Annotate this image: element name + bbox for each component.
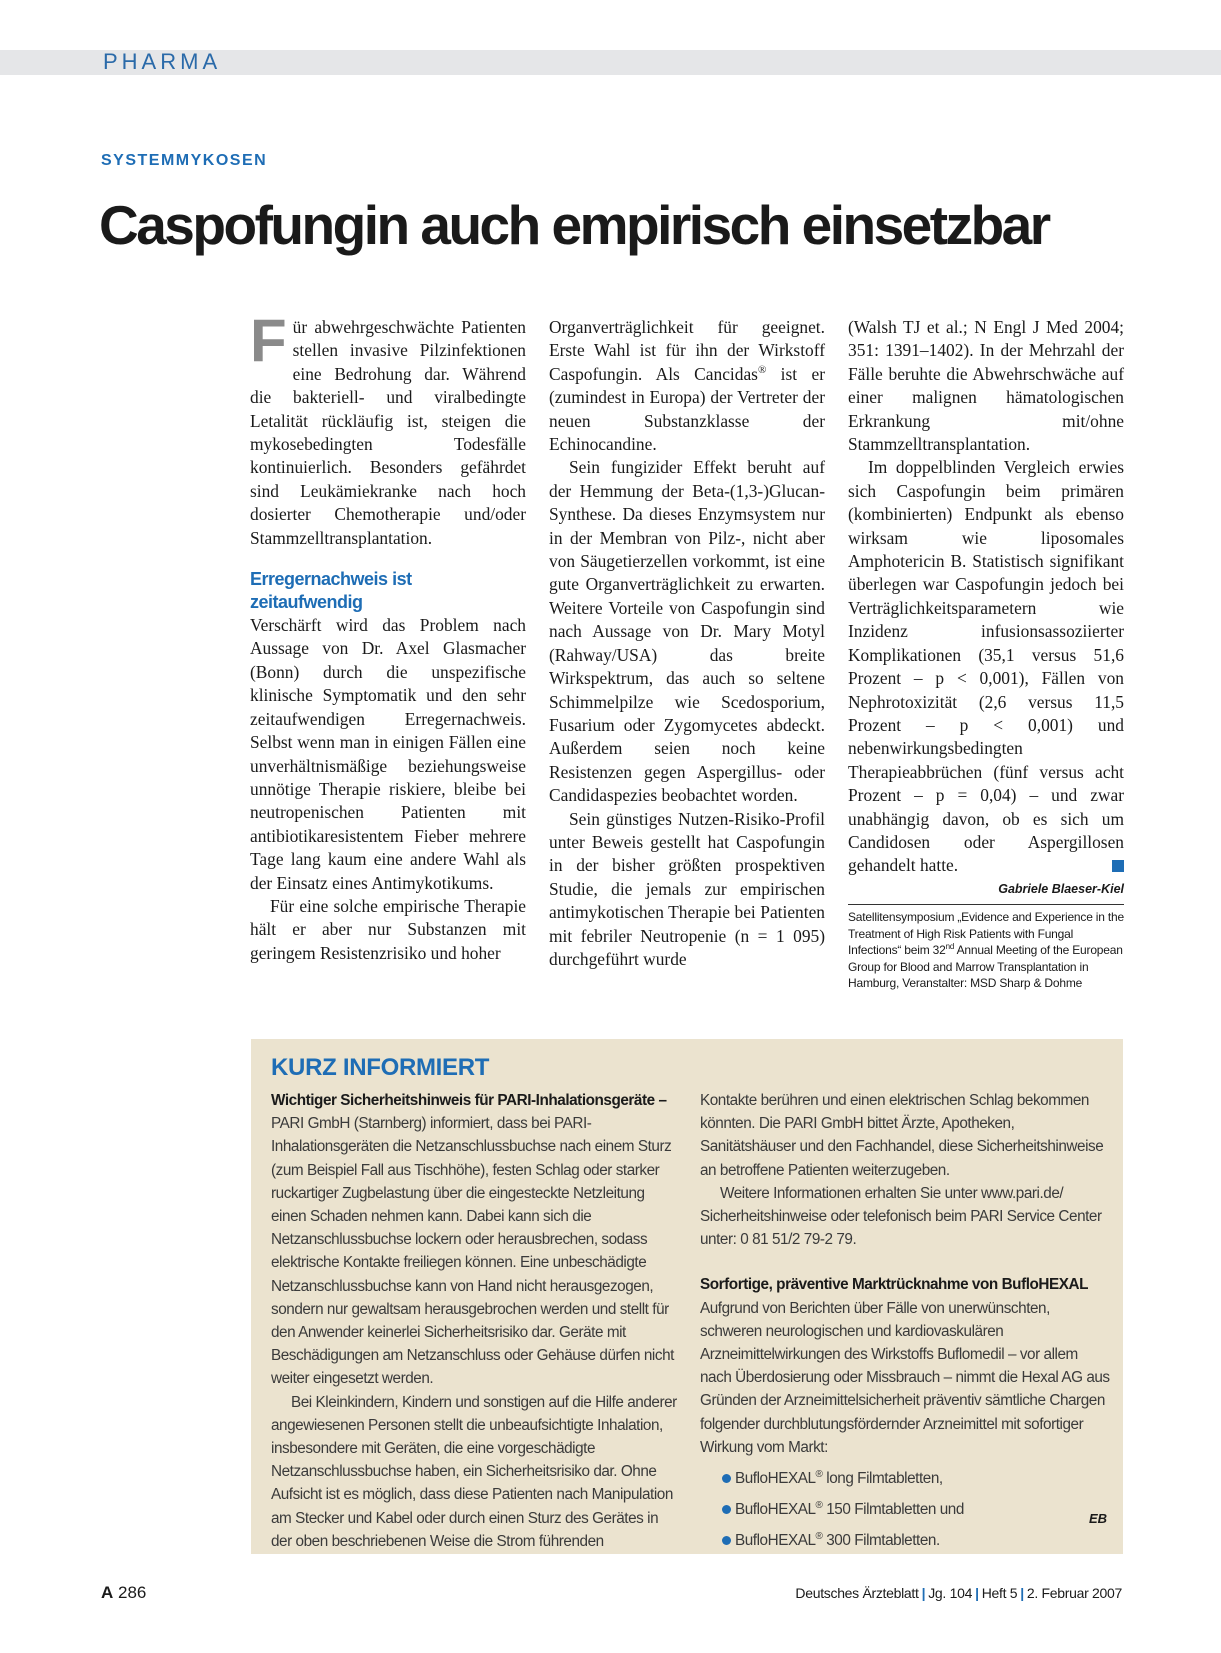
- article-column-2: [549, 316, 825, 971]
- news-heading: Sorfortige, präventive Marktrücknahme von BufloHEXAL: [700, 1276, 1088, 1294]
- kurz-informiert-title: KURZ INFORMIERT: [271, 1054, 490, 1081]
- article-kicker: SYSTEMMYKOSEN: [101, 152, 268, 169]
- kurz-column-2: [700, 1089, 1110, 1556]
- article-subheading: Erregernachweis ist zeitaufwendig: [250, 569, 412, 613]
- journal-footer: Deutsches Ärzteblatt | Jg. 104 | Heft 5 | 2. Februar 2007: [795, 1585, 1122, 1601]
- news-heading: Wichtiger Sicherheitshinweis für PARI-Inhalationsgeräte –: [271, 1092, 667, 1109]
- drop-cap: F: [250, 307, 287, 374]
- article-paragraph: Organverträglichkeit für geeignet. Erste Wahl ist für ihn der Wirkstoff Caspofungin. Als Cancidas® ist er (zumindest in Europa) der Vertreter der neuen Substanzklasse der Echinocandine.: [549, 317, 825, 455]
- article-title: Caspofungin auch empirisch einsetzbar: [99, 194, 1049, 256]
- journal-date: 2. Februar 2007: [1026, 1585, 1122, 1601]
- article-author: Gabriele Blaeser-Kiel: [998, 881, 1124, 896]
- section-label: PHARMA: [103, 49, 222, 74]
- kurz-column-1: [271, 1089, 681, 1553]
- journal-issue: Heft 5: [981, 1585, 1018, 1601]
- list-item: BufloHEXAL® long Filmtabletten,: [700, 1463, 1110, 1494]
- article-paragraph: Für eine solche empirische Therapie hält er aber nur Substanzen mit geringem Resistenzrisiko und hoher: [250, 895, 526, 963]
- article-paragraph: Verschärft wird das Problem nach Aussage von Dr. Axel Glasmacher (Bonn) durch die unspezifische klinische Symptomatik und den sehr zeitaufwendigen Erregernachweis. Selbst wenn man in einigen Fällen eine unverhältnismäßige beziehungsweise unnötige Therapie riskiere, bleibe bei neutropenischen Patienten mit antibiotikaresistentem Fieber mehrere Tage lang kaum eine andere Wahl als der Einsatz eines Antimykotikums.: [250, 615, 526, 893]
- article-paragraph: Sein fungizider Effekt beruht auf der Hemmung der Beta-(1,3-)Glucan-Synthese. Da dieses Enzymsystem nur in der Membran von Pilz-, nicht aber von Säugetierzellen vorkommt, ist eine gute Organverträglichkeit zu erwarten. Weitere Vorteile von Caspofungin sind nach Aussage von Dr. Mary Motyl (Rahway/USA) das breite Wirkspektrum, das auch so seltene Schimmelpilze wie Scedosporium, Fusarium oder Zygomycetes abdeckt. Außerdem seien noch keine Resistenzen gegen Aspergillus- oder Candidaspezies beobachtet worden.: [549, 457, 825, 806]
- symposium-footnote: Satellitensymposium „Evidence and Experience in the Treatment of High Risk Patients with Fungal Infections“ beim 32nd Annual Meeting of the European Group for Blood and Marrow Transplantation in Hamburg, Veranstalter: MSD Sharp & Dohme: [848, 904, 1124, 992]
- list-item: BufloHEXAL® 150 Filmtabletten und: [700, 1494, 1110, 1525]
- article-column-1: [250, 307, 526, 965]
- article-paragraph: Im doppelblinden Vergleich erwies sich Caspofungin beim primären (kombinierten) Endpunkt als ebenso wirksam wie liposomales Amphotericin B. Statistisch signifikant überlegen war Caspofungin jedoch bei Verträglichkeitsparametern wie Inzidenz infusionsassoziierter Komplikationen (35,1 versus 51,6 Prozent – p < 0,001), Fällen von Nephrotoxizität (2,6 versus 11,5 Prozent – p < 0,001) und nebenwirkungsbedingten Therapieabbrüchen (fünf versus acht Prozent – p = 0,04) – und zwar unabhängig davon, ob es sich um Candidosen oder Aspergillosen gehandelt hatte.: [848, 457, 1124, 876]
- bullet-icon: [722, 1505, 731, 1514]
- article-paragraph: Sein günstiges Nutzen-Risiko-Profil unter Beweis gestellt hat Caspofungin in der bisher größten prospektiven Studie, die jemals zur empirischen antimykotischen Therapie bei Patienten mit febriler Neutropenie (n = 1 095) durchgeführt wurde: [549, 808, 825, 969]
- article-paragraph: (Walsh TJ et al.; N Engl J Med 2004; 351: 1391–1402). In der Mehrzahl der Fälle beruhte die Abwehrschwäche auf einer malignen hämatologischen Erkrankung mit/ohne Stammzelltransplantation.: [848, 317, 1124, 455]
- bullet-icon: [722, 1536, 731, 1545]
- kurz-informiert-box: [251, 1039, 1123, 1554]
- article-paragraph: Für abwehrgeschwächte Patienten stellen invasive Pilzinfektionen eine Bedrohung dar. Während die bakteriell- und viralbedingte Letalität rückläufig ist, steigen die mykosebedingten Todesfälle kontinuierlich. Besonders gefährdet sind Leukämiekranke nach hoch dosierter Chemotherapie und/oder Stammzelltransplantation.: [250, 307, 526, 548]
- news-paragraph: Aufgrund von Berichten über Fälle von unerwünschten, schweren neurologischen und kardiovaskulären Arzneimittelwirkungen des Wirkstoffs Buflomedil – vor allem nach Überdosierung oder Missbrauch – nimmt die Hexal AG aus Gründen der Arzneimittelsicherheit präventiv sämtliche Chargen folgender durchblutungsfördernder Arzneimittel mit sofortiger Wirkung vom Markt:: [700, 1299, 1110, 1456]
- news-paragraph: Kontakte berühren und einen elektrischen Schlag bekommen könnten. Die PARI GmbH bittet Ärzte, Apotheken, Sanitätshäuser und den Fachhandel, diese Sicherheitshinweise an betroffene Patienten weiterzugeben.: [700, 1092, 1104, 1179]
- page-number: A 286: [101, 1583, 147, 1602]
- news-paragraph: Bei Kleinkindern, Kindern und sonstigen auf die Hilfe anderer angewiesenen Personen stellt die unbeaufsichtigte Inhalation, insbesondere mit Geräten, die eine vorgeschädigte Netzanschlussbuchse haben, ein Sicherheitsrisiko dar. Ohne Aufsicht ist es möglich, dass diese Patienten nach Manipulation am Stecker und Kabel oder durch einen Sturz des Gerätes in der oben beschriebenen Weise die Strom führenden: [271, 1393, 677, 1550]
- list-item: BufloHEXAL® 300 Filmtabletten.: [700, 1525, 1110, 1556]
- news-paragraph: PARI GmbH (Starnberg) informiert, dass bei PARI-Inhalationsgeräten die Netzanschlussbuchse nach einem Sturz (zum Beispiel Fall aus Tischhöhe), festen Schlag oder starker ruckartiger Zugbelastung über die eingesteckte Netzleitung einen Schaden nehmen kann. Dabei kann sich die Netzanschlussbuchse lockern oder herausbrechen, sodass elektrische Kontakte freiliegen können. Eine unbeschädigte Netzanschlussbuchse kann von Hand nicht herausgezogen, sondern nur gewaltsam herausgebrochen werden und stellt für den Anwender keinerlei Sicherheitsrisiko dar. Geräte mit Beschädigungen am Netzanschluss oder Gehäuse dürfen nicht weiter eingesetzt werden.: [271, 1115, 674, 1388]
- product-list: [700, 1463, 1110, 1556]
- news-signature: EB: [1088, 1511, 1107, 1526]
- journal-name: Deutsches Ärzteblatt: [795, 1585, 919, 1601]
- news-paragraph: Weitere Informationen erhalten Sie unter www.pari.de/ Sicherheitshinweise oder telefonisch beim PARI Service Center unter: 0 81 51/2 79-2 79.: [700, 1184, 1102, 1249]
- end-mark-icon: [1112, 860, 1124, 872]
- bullet-icon: [722, 1474, 731, 1483]
- journal-volume: Jg. 104: [928, 1585, 973, 1601]
- article-column-3: [848, 316, 1124, 900]
